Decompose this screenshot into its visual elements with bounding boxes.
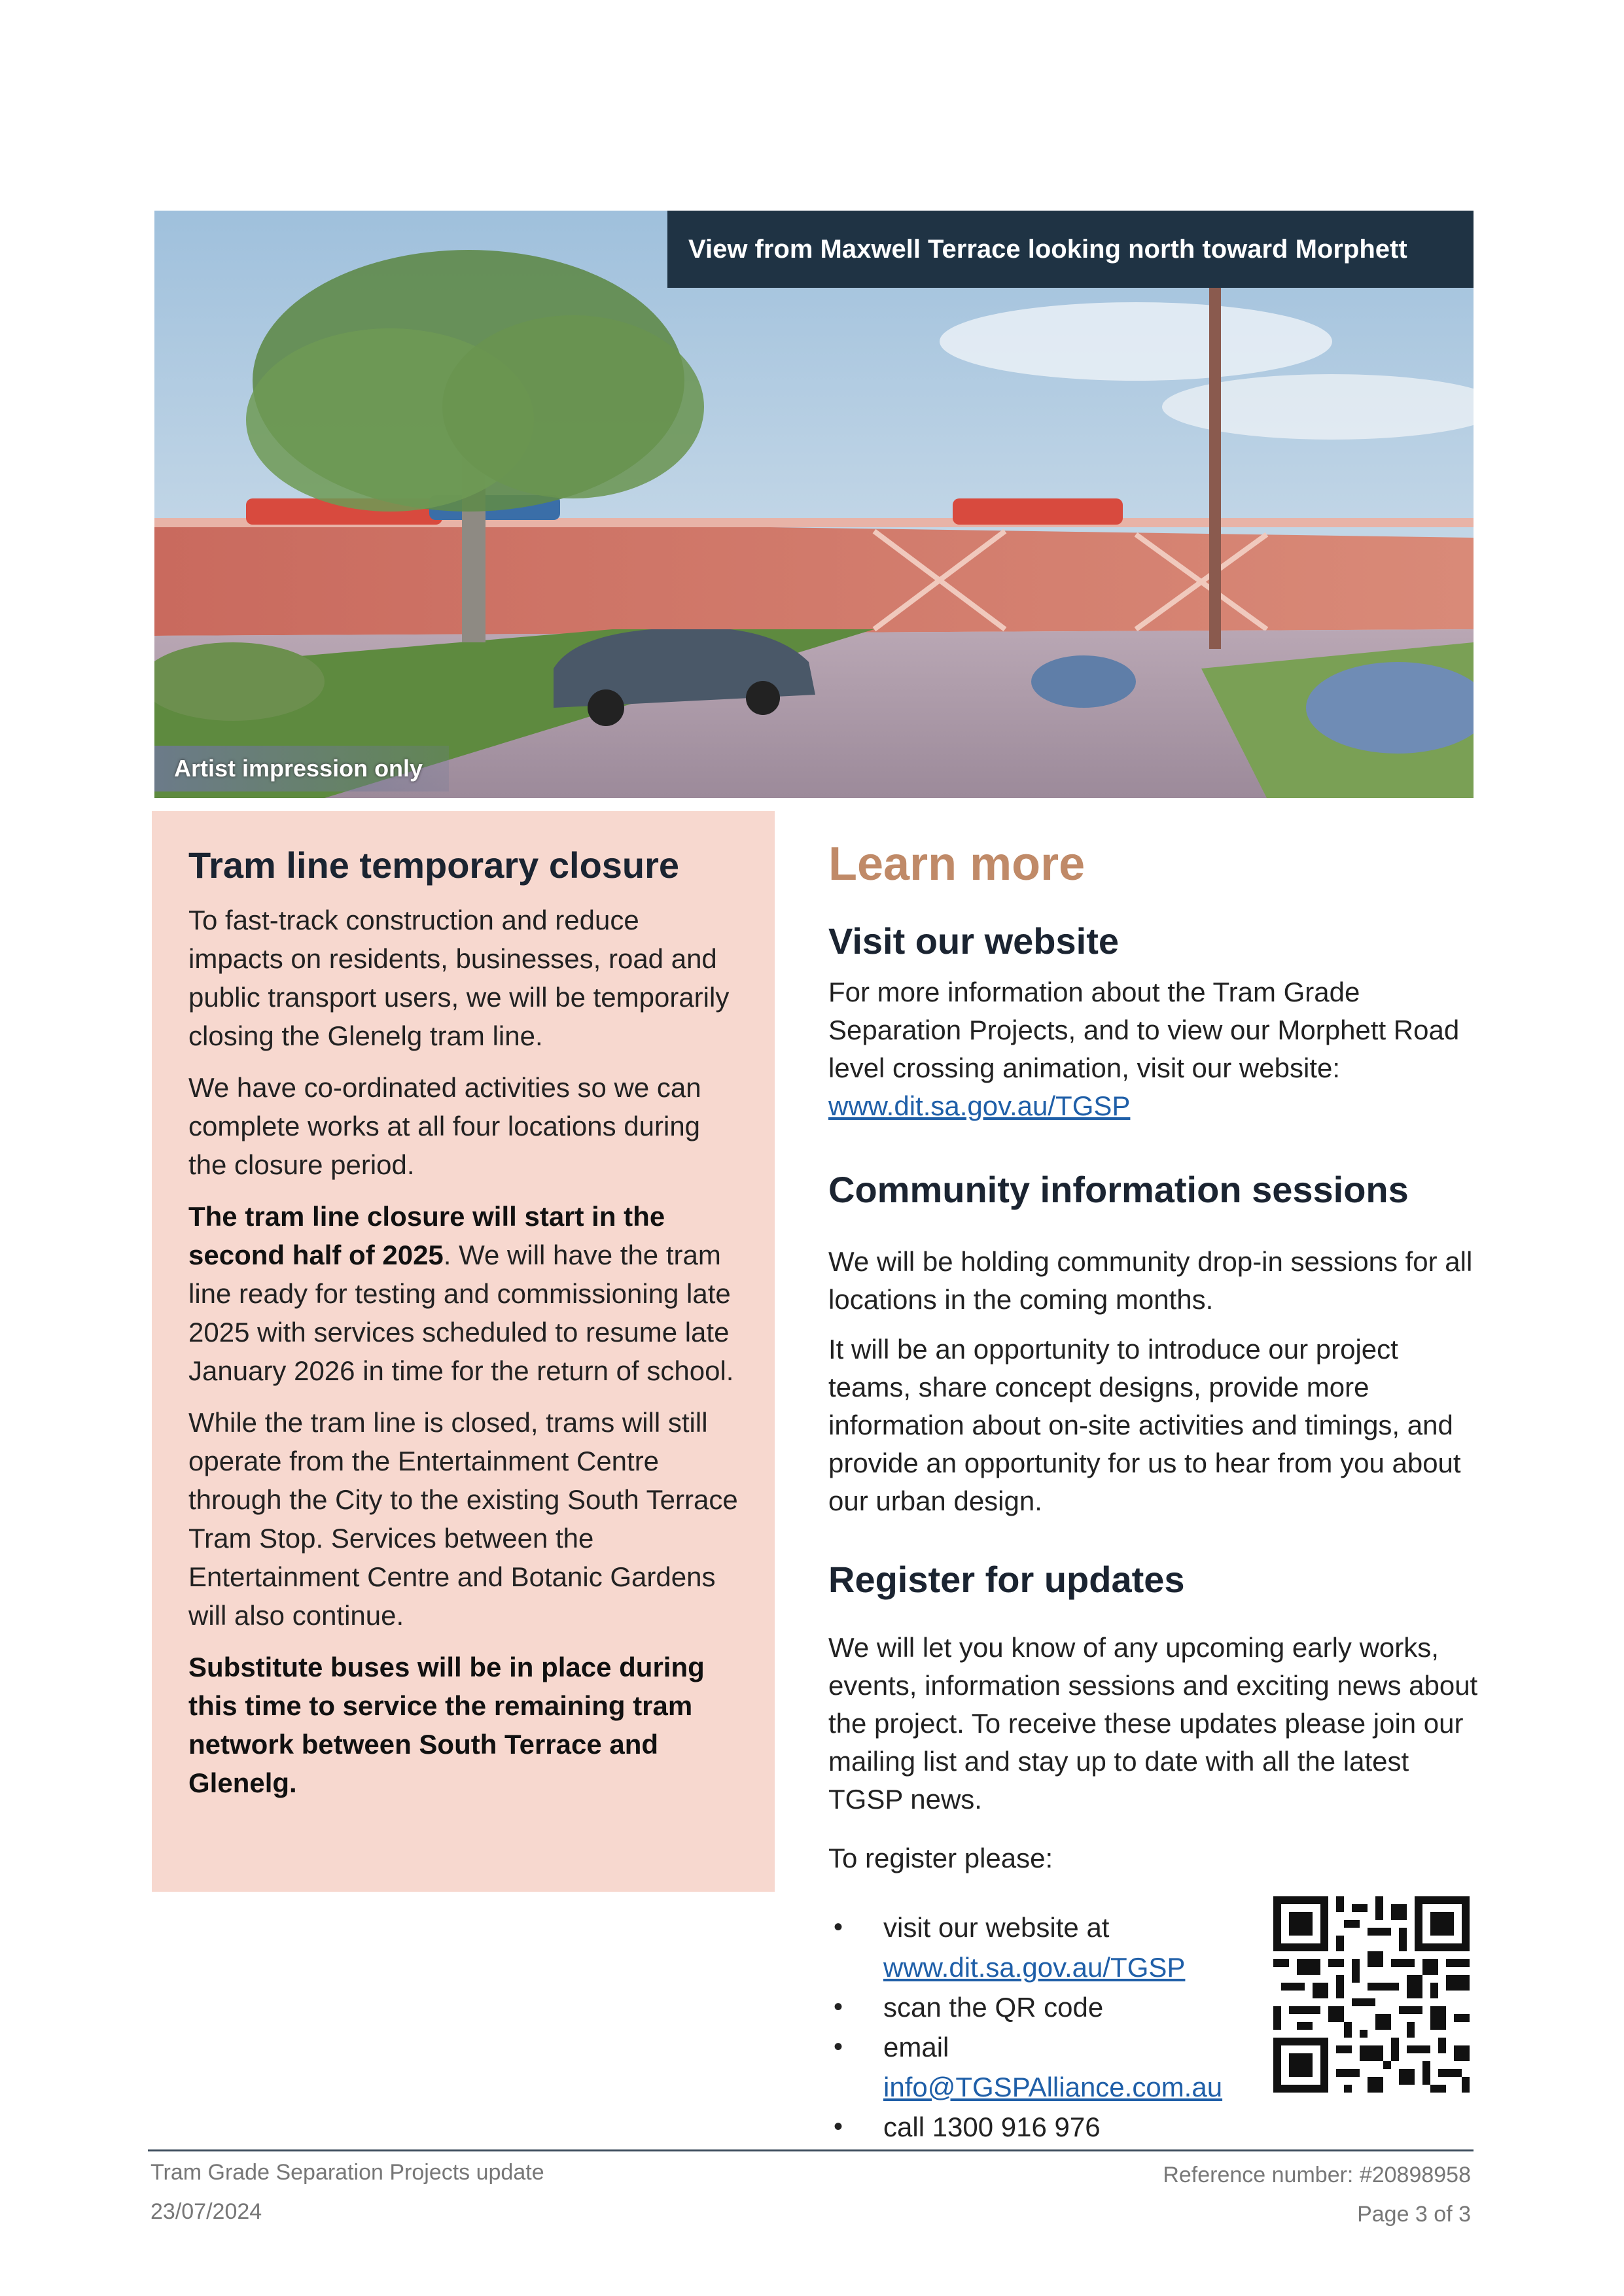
footer-page-number: Page 3 of 3 bbox=[1357, 2202, 1471, 2227]
closure-paragraph-3 bbox=[188, 1197, 741, 1390]
closure-start-bold: The tram line closure will start in the second half of 2025 bbox=[188, 1201, 665, 1270]
qr-code[interactable] bbox=[1273, 1894, 1470, 2095]
learn-more-title: Learn more bbox=[828, 838, 1086, 890]
closure-paragraph-4: While the tram line is closed, trams will still operate from the Entertainment Centre through the City to the existing South Terrace Tram Stop. Services between the Entertainment Centre and Botanic Gardens will also continue. bbox=[188, 1407, 738, 1631]
website-description: For more information about the Tram Grade Separation Projects, and to view our Morphett Road level crossing animation, visit our website: bbox=[828, 977, 1460, 1083]
visit-website-heading: Visit our website bbox=[828, 920, 1119, 962]
footer-reference-number: Reference number: #20898958 bbox=[1163, 2163, 1471, 2187]
list-item bbox=[828, 1907, 1286, 1987]
community-sessions-heading: Community information sessions bbox=[828, 1169, 1409, 1210]
community-sessions-paragraph-1: We will be holding community drop-in sessions for all locations in the coming months. bbox=[828, 1246, 1473, 1315]
hero-image bbox=[154, 211, 1474, 798]
community-sessions-paragraph-2: It will be an opportunity to introduce our project teams, share concept designs, provide more information about on-site activities and timings, and provide an opportunity for us to hear from you about our urban design. bbox=[828, 1334, 1461, 1516]
hero-caption: View from Maxwell Terrace looking north toward Morphett bbox=[667, 211, 1474, 288]
bullet-marker: • bbox=[833, 1913, 843, 1941]
bullet-marker: • bbox=[833, 1992, 843, 2021]
register-website-link[interactable]: www.dit.sa.gov.au/TGSP bbox=[883, 1952, 1186, 1983]
list-item bbox=[828, 2027, 1286, 2107]
substitute-buses-bold: Substitute buses will be in place during this time to service the remaining tram network between South Terrace and Glenelg. bbox=[188, 1652, 705, 1798]
bullet-marker: • bbox=[833, 2112, 843, 2141]
closure-paragraph-1: To fast-track construction and reduce impacts on residents, businesses, road and public transport users, we will be temporarily closing the Glenelg tram line. bbox=[188, 905, 730, 1051]
email-link[interactable]: info@TGSPAlliance.com.au bbox=[883, 2072, 1223, 2102]
bullet-text: scan the QR code bbox=[883, 1992, 1104, 2023]
closure-paragraph-5 bbox=[188, 1648, 741, 1802]
closure-heading: Tram line temporary closure bbox=[188, 844, 680, 886]
register-heading: Register for updates bbox=[828, 1559, 1185, 1600]
visit-website-text bbox=[828, 973, 1483, 1125]
register-options-list bbox=[828, 1907, 1286, 2147]
list-item bbox=[828, 2107, 1286, 2147]
register-intro: To register please: bbox=[828, 1843, 1053, 1873]
website-link[interactable]: www.dit.sa.gov.au/TGSP bbox=[828, 1090, 1131, 1121]
footer-date: 23/07/2024 bbox=[150, 2199, 262, 2224]
closure-paragraph-2: We have co-ordinated activities so we can complete works at all four locations during the closure period. bbox=[188, 1072, 701, 1180]
list-item bbox=[828, 1987, 1286, 2027]
footer-divider bbox=[148, 2149, 1474, 2151]
register-paragraph: We will let you know of any upcoming early works, events, information sessions and exciting news about the project. To receive these updates please join our mailing list and stay up to date with all the latest TGSP news. bbox=[828, 1632, 1478, 1815]
bullet-text: call 1300 916 976 bbox=[883, 2112, 1101, 2142]
tram-closure-panel bbox=[152, 811, 775, 1892]
bullet-text: email bbox=[883, 2032, 949, 2062]
bullet-marker: • bbox=[833, 2032, 843, 2061]
artist-impression-illustration bbox=[154, 211, 1474, 798]
bullet-text: visit our website at bbox=[883, 1912, 1110, 1943]
footer-document-title: Tram Grade Separation Projects update bbox=[150, 2160, 544, 2185]
artist-impression-note: Artist impression only bbox=[154, 746, 449, 791]
closure-start-rest: . We will have the tram line ready for testing and commissioning late 2025 with services scheduled to resume late January 2026 in time for the return of school. bbox=[188, 1240, 734, 1386]
